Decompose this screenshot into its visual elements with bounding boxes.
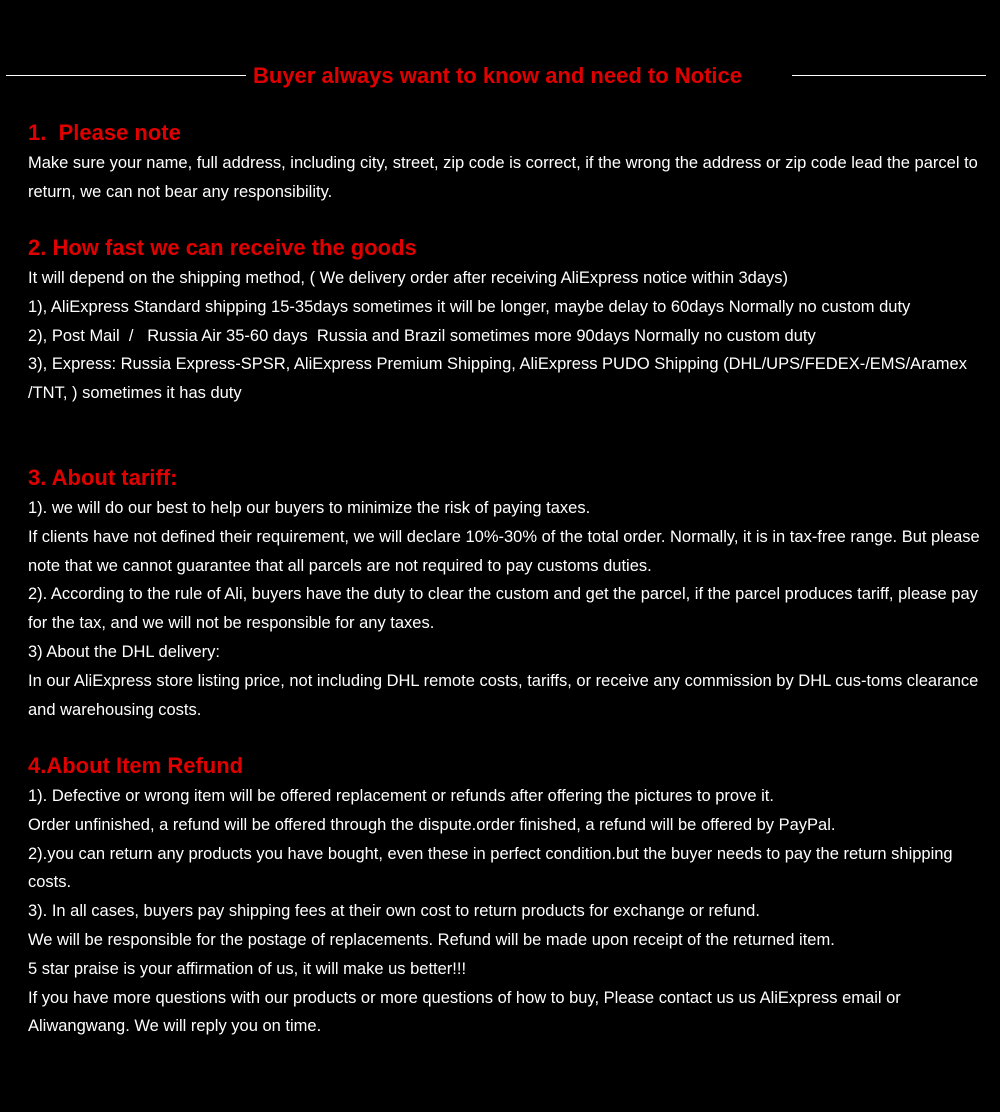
title-rule-right bbox=[792, 75, 986, 76]
section-paragraph: 2). According to the rule of Ali, buyers have the duty to clear the custom and get the parcel, if the parcel produces tariff, please pay for the tax, and we will not be responsible for any taxes. bbox=[28, 585, 978, 633]
section-paragraph: Order unfinished, a refund will be offered through the dispute.order finished, a refund will be offered by PayPal. bbox=[28, 815, 836, 834]
section-item-refund bbox=[28, 751, 1000, 1041]
section-paragraph: It will depend on the shipping method, ( We delivery order after receiving AliExpress notice within 3days) bbox=[28, 269, 788, 287]
section-paragraph: 5 star praise is your affirmation of us, it will make us better!!! bbox=[28, 959, 467, 978]
section-paragraph: If you have more questions with our products or more questions of how to buy, Please contact us us AliExpress email or Aliwangwang. We will reply you on time. bbox=[28, 988, 901, 1036]
section-paragraph: 2), Post Mail / Russia Air 35-60 days Russia and Brazil sometimes more 90days Normally no custom duty bbox=[28, 326, 816, 345]
section-paragraph: If clients have not defined their requirement, we will declare 10%-30% of the total order. Normally, it is in tax-free range. But please note that we cannot guarantee that all parcels are not required to pay customs duties. bbox=[28, 527, 980, 575]
section-paragraph: We will be responsible for the postage of replacements. Refund will be made upon receipt of the returned item. bbox=[28, 930, 835, 949]
section-tariff bbox=[28, 463, 1000, 724]
section-paragraph: 3) About the DHL delivery: bbox=[28, 642, 220, 661]
section-paragraph: 3). In all cases, buyers pay shipping fees at their own cost to return products for exchange or refund. bbox=[28, 902, 760, 921]
notice-title: Buyer always want to know and need to Notice bbox=[253, 63, 742, 88]
section-heading: 4.About Item Refund bbox=[28, 753, 244, 778]
section-paragraph: 3), Express: Russia Express-SPSR, AliExpress Premium Shipping, AliExpress PUDO Shipping (DHL/UPS/FEDEX-/EMS/Aramex /TNT, ) sometimes it has duty bbox=[28, 355, 967, 403]
section-delivery-time bbox=[28, 233, 1000, 408]
section-paragraph: In our AliExpress store listing price, not including DHL remote costs, tariffs, or receive any commission by DHL cus-toms clearance and warehousing costs. bbox=[28, 671, 979, 719]
notice-title-row bbox=[0, 60, 1000, 92]
section-paragraph: 2).you can return any products you have bought, even these in perfect condition.but the buyer needs to pay the return shipping costs. bbox=[28, 844, 953, 892]
section-heading: 1. Please note bbox=[28, 120, 181, 145]
title-rule-left bbox=[6, 75, 246, 76]
section-paragraph: Make sure your name, full address, including city, street, zip code is correct, if the wrong the address or zip code lead the parcel to return, we can not bear any responsibility. bbox=[28, 154, 978, 201]
section-heading: 3. About tariff: bbox=[28, 465, 178, 490]
section-paragraph: 1), AliExpress Standard shipping 15-35days sometimes it will be longer, maybe delay to 60days Normally no custom duty bbox=[28, 297, 911, 316]
section-paragraph: 1). Defective or wrong item will be offered replacement or refunds after offering the pictures to prove it. bbox=[28, 787, 774, 805]
section-please-note bbox=[28, 118, 1000, 207]
section-heading: 2. How fast we can receive the goods bbox=[28, 235, 417, 260]
section-paragraph: 1). we will do our best to help our buyers to minimize the risk of paying taxes. bbox=[28, 499, 591, 517]
